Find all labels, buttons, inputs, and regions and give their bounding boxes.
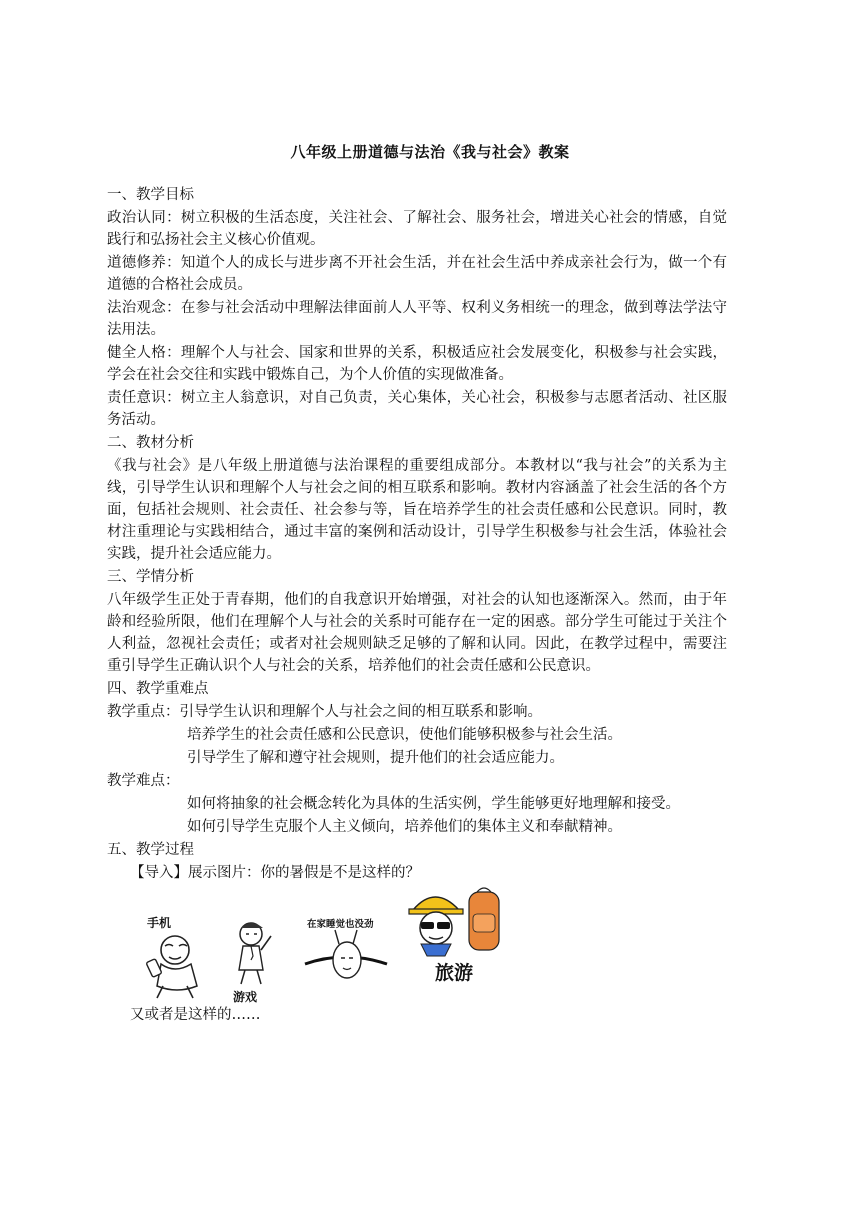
phone-caption: 手机	[147, 916, 172, 930]
document-body	[107, 184, 727, 1026]
student-analysis-text: 八年级学生正处于青春期，他们的自我意识开始增强，对社会的认知也逐渐深入。然而，由于年龄和经验所限，他们在理解个人与社会的关系时可能存在一定的困惑。部分学生可能过于关注个人利益，忽视社会责任；或者对社会规则缺乏足够的了解和认同。因此，在教学过程中，需要注重引导学生正确认识个人与社会的关系，培养他们的社会责任感和公民意识。	[107, 592, 727, 674]
focus-row	[107, 701, 727, 723]
focus-item: 引导学生认识和理解个人与社会之间的相互联系和影响。	[179, 704, 542, 720]
focus-item: 引导学生了解和遵守社会规则，提升他们的社会适应能力。	[187, 750, 564, 766]
objective-item: 政治认同：树立积极的生活态度，关注社会、了解社会、服务社会，增进关心社会的情感，自觉践行和弘扬社会主义核心价值观。	[107, 210, 727, 248]
document-title: 八年级上册道德与法治《我与社会》教案	[290, 143, 570, 161]
objective-item: 健全人格：理解个人与社会、国家和世界的关系，积极适应社会发展变化，积极参与社会实践，学会在社会交往和实践中锻炼自己，为个人价值的实现做准备。	[107, 345, 727, 383]
objective-item: 法治观念：在参与社会活动中理解法律面前人人平等、权利义务相统一的理念，做到尊法学法守法用法。	[107, 300, 727, 338]
phone-figure-icon	[143, 912, 213, 1002]
game-caption: 游戏	[233, 990, 258, 1004]
objective-item: 责任意识：树立主人翁意识，对自己负责，关心集体，关心社会，积极参与志愿者活动、社区服务活动。	[107, 390, 727, 428]
difficulty-label: 教学难点：	[107, 773, 180, 789]
section-heading-students: 三、学情分析	[107, 569, 194, 585]
game-meme-image	[229, 918, 279, 1004]
travel-caption: 旅游	[435, 962, 474, 984]
difficulty-item: 如何将抽象的社会概念转化为具体的生活实例，学生能够更好地理解和接受。	[187, 796, 680, 812]
section-heading-material: 二、教材分析	[107, 435, 194, 451]
sleep-meme-image	[301, 914, 391, 990]
travel-figure-icon	[407, 884, 507, 960]
phone-meme-image	[143, 912, 213, 1002]
material-analysis-text: 《我与社会》是八年级上册道德与法治课程的重要组成部分。本教材以“我与社会”的关系为主线，引导学生认识和理解个人与社会之间的相互联系和影响。教材内容涵盖了社会生活的各个方面，包括社会规则、社会责任、社会参与等，旨在培养学生的社会责任感和公民意识。同时，教材注重理论与实践相结合，通过丰富的案例和活动设计，引导学生积极参与社会生活，体验社会实践，提升社会适应能力。	[107, 458, 727, 562]
section-heading-keypoints: 四、教学重难点	[107, 681, 209, 697]
intro-lead-text: 【导入】展示图片：你的暑假是不是这样的？	[130, 865, 420, 881]
travel-meme-image	[407, 884, 507, 996]
intro-tail-text: 又或者是这样的……	[130, 1007, 261, 1023]
section-heading-objectives: 一、教学目标	[107, 187, 194, 203]
game-figure-icon	[229, 918, 279, 988]
section-heading-process: 五、教学过程	[107, 842, 194, 858]
objective-item: 道德修养：知道个人的成长与进步离不开社会生活，并在社会生活中养成亲社会行为，做一个有道德的合格社会成员。	[107, 255, 727, 293]
focus-label: 教学重点：	[107, 704, 180, 720]
difficulty-item: 如何引导学生克服个人主义倾向，培养他们的集体主义和奉献精神。	[187, 819, 622, 835]
sleep-caption: 在家睡觉也没劲	[307, 919, 374, 930]
focus-item: 培养学生的社会责任感和公民意识，使他们能够积极参与社会生活。	[187, 727, 622, 743]
sleep-figure-icon	[301, 924, 391, 994]
summer-meme-images	[129, 884, 509, 1004]
